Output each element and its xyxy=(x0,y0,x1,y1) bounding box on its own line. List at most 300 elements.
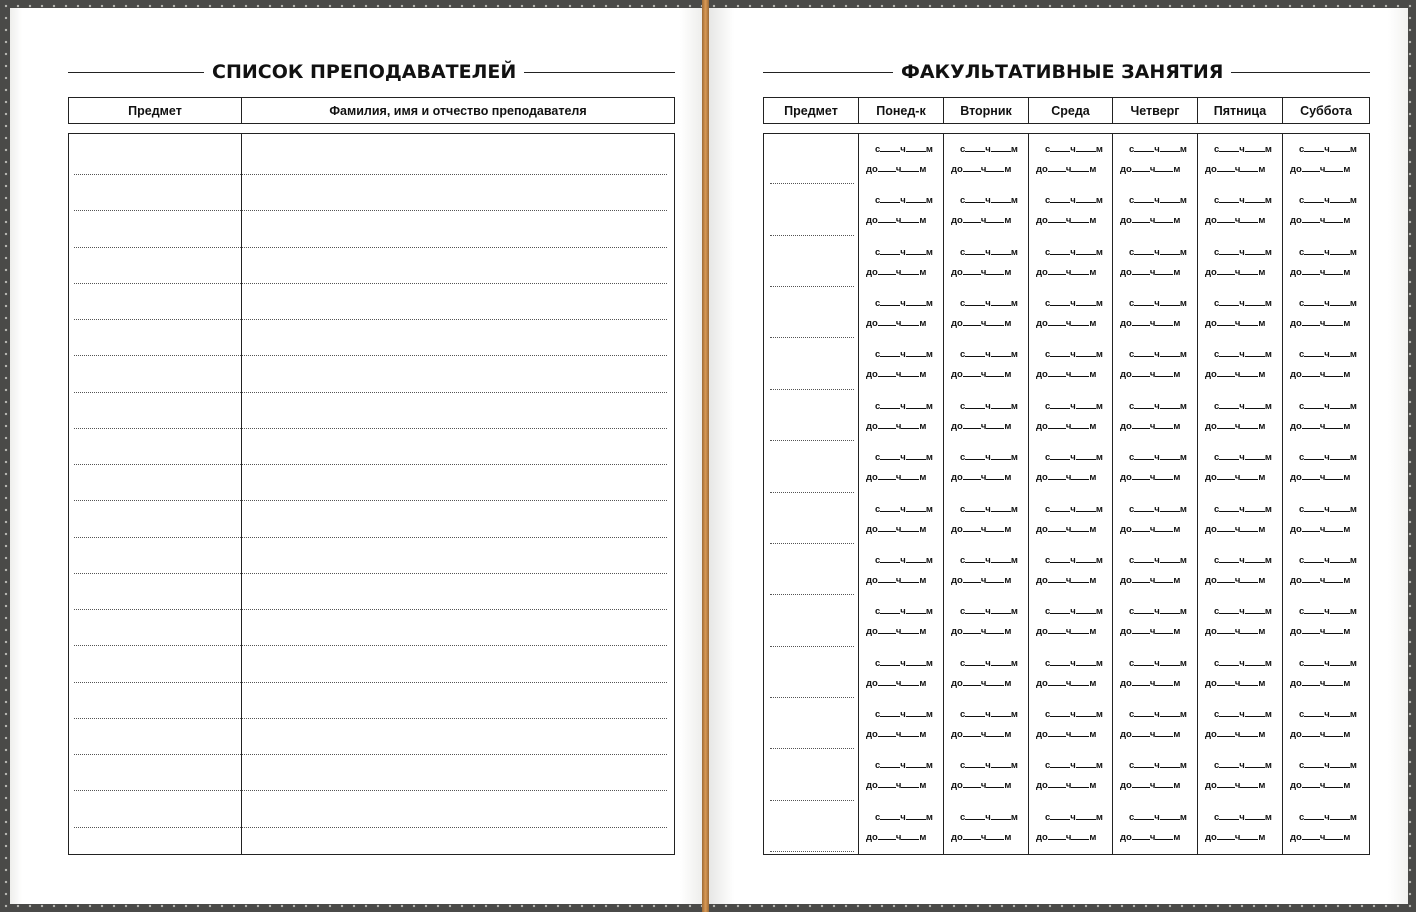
hours-label: ч xyxy=(1154,503,1160,515)
time-from-slot[interactable] xyxy=(875,605,933,617)
time-from-slot[interactable] xyxy=(1129,708,1187,720)
writing-line[interactable] xyxy=(74,247,667,248)
time-to-slot[interactable] xyxy=(1205,163,1265,175)
hours-label: ч xyxy=(895,831,902,843)
time-to-slot[interactable] xyxy=(1120,471,1180,483)
time-from-slot[interactable] xyxy=(960,657,1018,669)
from-label: с xyxy=(1129,195,1135,207)
hours-label: ч xyxy=(980,626,987,638)
time-to-slot[interactable] xyxy=(1120,523,1180,535)
writing-line[interactable] xyxy=(74,682,667,683)
minutes-label: м xyxy=(1179,554,1187,566)
writing-line[interactable] xyxy=(74,355,667,356)
from-label: с xyxy=(1214,298,1220,310)
minutes-label: м xyxy=(1349,349,1357,361)
time-to-slot[interactable] xyxy=(1290,163,1350,175)
subject-line[interactable] xyxy=(770,800,854,801)
to-label: до xyxy=(1290,420,1302,432)
time-from-slot[interactable] xyxy=(1129,400,1187,412)
time-to-slot[interactable] xyxy=(951,420,1011,432)
subject-line[interactable] xyxy=(770,389,854,390)
time-from-slot[interactable] xyxy=(1129,503,1187,515)
time-to-slot[interactable] xyxy=(1205,728,1265,740)
time-to-slot[interactable] xyxy=(1290,523,1350,535)
to-label: до xyxy=(1036,266,1048,278)
time-to-slot[interactable] xyxy=(1036,317,1096,329)
time-from-slot[interactable] xyxy=(1299,759,1357,771)
writing-line[interactable] xyxy=(74,718,667,719)
time-from-slot[interactable] xyxy=(1129,554,1187,566)
time-to-slot[interactable] xyxy=(1205,317,1265,329)
minutes-label: м xyxy=(925,657,933,669)
time-from-slot[interactable] xyxy=(1214,451,1272,463)
hours-label: ч xyxy=(895,369,902,381)
column-header-friday: Пятница xyxy=(1198,98,1283,123)
time-to-slot[interactable] xyxy=(1290,677,1350,689)
minutes-label: м xyxy=(1004,626,1012,638)
time-to-slot[interactable] xyxy=(1036,831,1096,843)
writing-line[interactable] xyxy=(74,500,667,501)
time-from-slot[interactable] xyxy=(1299,143,1357,155)
column-header-teacher-name: Фамилия, имя и отчество преподавателя xyxy=(329,103,587,118)
hours-label: ч xyxy=(1065,626,1072,638)
from-label: с xyxy=(1299,400,1305,412)
time-from-slot[interactable] xyxy=(960,708,1018,720)
time-to-slot[interactable] xyxy=(1290,368,1350,380)
to-label: до xyxy=(1205,626,1217,638)
minutes-label: м xyxy=(1173,164,1181,175)
time-to-slot[interactable] xyxy=(1036,779,1096,791)
time-from-slot[interactable] xyxy=(875,194,933,206)
hours-label: ч xyxy=(1319,420,1326,432)
time-to-slot[interactable] xyxy=(866,317,926,329)
time-from-slot[interactable] xyxy=(1214,503,1272,515)
minutes-label: м xyxy=(919,780,927,792)
minutes-label: м xyxy=(1173,472,1181,484)
time-from-slot[interactable] xyxy=(875,657,933,669)
time-to-slot[interactable] xyxy=(866,471,926,483)
writing-line[interactable] xyxy=(74,210,667,211)
time-to-slot[interactable] xyxy=(951,317,1011,329)
time-from-slot[interactable] xyxy=(960,503,1018,515)
subject-line[interactable] xyxy=(770,440,854,441)
hours-label: ч xyxy=(1065,728,1072,740)
hours-label: ч xyxy=(1070,452,1076,464)
time-from-slot[interactable] xyxy=(960,451,1018,463)
minutes-label: м xyxy=(1343,164,1351,175)
time-to-slot[interactable] xyxy=(1205,831,1265,843)
writing-line[interactable] xyxy=(74,319,667,320)
time-from-slot[interactable] xyxy=(960,194,1018,206)
time-to-slot[interactable] xyxy=(1036,523,1096,535)
time-from-slot[interactable] xyxy=(875,143,933,155)
time-from-slot[interactable] xyxy=(1214,194,1272,206)
time-from-slot[interactable] xyxy=(875,348,933,360)
time-to-slot[interactable] xyxy=(951,523,1011,535)
hours-label: ч xyxy=(985,503,991,515)
hours-label: ч xyxy=(895,318,902,330)
time-from-slot[interactable] xyxy=(875,297,933,309)
to-label: до xyxy=(866,420,878,432)
from-label: с xyxy=(1299,708,1305,720)
hours-label: ч xyxy=(1065,369,1072,381)
time-from-slot[interactable] xyxy=(875,451,933,463)
time-from-slot[interactable] xyxy=(1299,657,1357,669)
from-label: с xyxy=(875,452,881,464)
time-to-slot[interactable] xyxy=(1205,214,1265,226)
time-from-slot[interactable] xyxy=(1129,194,1187,206)
to-label: до xyxy=(951,728,963,740)
time-to-slot[interactable] xyxy=(1120,728,1180,740)
time-to-slot[interactable] xyxy=(951,471,1011,483)
writing-line[interactable] xyxy=(74,392,667,393)
time-to-slot[interactable] xyxy=(951,728,1011,740)
minutes-label: м xyxy=(919,523,927,535)
time-from-slot[interactable] xyxy=(1299,503,1357,515)
time-from-slot[interactable] xyxy=(1129,759,1187,771)
time-to-slot[interactable] xyxy=(1290,471,1350,483)
time-to-slot[interactable] xyxy=(1036,368,1096,380)
time-from-slot[interactable] xyxy=(1045,708,1103,720)
to-label: до xyxy=(866,164,878,175)
minutes-label: м xyxy=(1343,420,1351,432)
time-from-slot[interactable] xyxy=(1299,246,1357,258)
minutes-label: м xyxy=(1179,811,1187,823)
time-from-slot[interactable] xyxy=(1045,297,1103,309)
time-to-slot[interactable] xyxy=(1036,677,1096,689)
time-from-slot[interactable] xyxy=(1045,400,1103,412)
time-to-slot[interactable] xyxy=(1290,574,1350,586)
time-from-slot[interactable] xyxy=(1299,451,1357,463)
minutes-label: м xyxy=(1264,606,1272,618)
time-to-slot[interactable] xyxy=(1205,420,1265,432)
time-to-slot[interactable] xyxy=(866,368,926,380)
time-from-slot[interactable] xyxy=(875,400,933,412)
time-from-slot[interactable] xyxy=(1045,657,1103,669)
time-from-slot[interactable] xyxy=(1214,246,1272,258)
hours-label: ч xyxy=(980,215,987,227)
minutes-label: м xyxy=(1010,349,1018,361)
time-from-slot[interactable] xyxy=(1299,605,1357,617)
time-from-slot[interactable] xyxy=(1214,348,1272,360)
time-from-slot[interactable] xyxy=(1214,759,1272,771)
column-header-subject: Предмет xyxy=(764,98,859,123)
time-from-slot[interactable] xyxy=(875,811,933,823)
writing-line[interactable] xyxy=(74,283,667,284)
from-label: с xyxy=(875,400,881,412)
hours-label: ч xyxy=(985,606,991,618)
time-from-slot[interactable] xyxy=(1129,605,1187,617)
writing-line[interactable] xyxy=(74,754,667,755)
hours-label: ч xyxy=(1234,472,1241,484)
time-from-slot[interactable] xyxy=(1299,348,1357,360)
hours-label: ч xyxy=(1070,400,1076,412)
hours-label: ч xyxy=(1154,246,1160,258)
minutes-label: м xyxy=(1258,523,1266,535)
time-to-slot[interactable] xyxy=(1205,471,1265,483)
time-to-slot[interactable] xyxy=(866,574,926,586)
minutes-label: м xyxy=(1258,369,1266,381)
minutes-label: м xyxy=(1173,780,1181,792)
time-from-slot[interactable] xyxy=(1214,708,1272,720)
time-from-slot[interactable] xyxy=(875,246,933,258)
time-from-slot[interactable] xyxy=(1045,194,1103,206)
minutes-label: м xyxy=(1179,400,1187,412)
time-from-slot[interactable] xyxy=(1045,811,1103,823)
minutes-label: м xyxy=(925,349,933,361)
hours-label: ч xyxy=(1070,554,1076,566)
time-to-slot[interactable] xyxy=(1290,214,1350,226)
time-from-slot[interactable] xyxy=(960,605,1018,617)
subject-line[interactable] xyxy=(770,492,854,493)
hours-label: ч xyxy=(1070,606,1076,618)
hours-label: ч xyxy=(1239,349,1245,361)
time-from-slot[interactable] xyxy=(1299,297,1357,309)
time-from-slot[interactable] xyxy=(1214,297,1272,309)
time-to-slot[interactable] xyxy=(951,779,1011,791)
time-to-slot[interactable] xyxy=(1205,523,1265,535)
time-from-slot[interactable] xyxy=(1129,246,1187,258)
time-from-slot[interactable] xyxy=(1045,143,1103,155)
from-label: с xyxy=(1129,554,1135,566)
to-label: до xyxy=(1120,318,1132,330)
time-to-slot[interactable] xyxy=(866,266,926,278)
minutes-label: м xyxy=(1264,246,1272,258)
hours-label: ч xyxy=(980,318,987,330)
writing-line[interactable] xyxy=(74,537,667,538)
time-from-slot[interactable] xyxy=(1045,348,1103,360)
time-from-slot[interactable] xyxy=(1045,246,1103,258)
minutes-label: м xyxy=(919,420,927,432)
time-from-slot[interactable] xyxy=(1045,451,1103,463)
time-from-slot[interactable] xyxy=(1214,554,1272,566)
time-from-slot[interactable] xyxy=(1214,605,1272,617)
time-from-slot[interactable] xyxy=(1129,811,1187,823)
time-to-slot[interactable] xyxy=(866,523,926,535)
hours-label: ч xyxy=(1065,318,1072,330)
hours-label: ч xyxy=(985,298,991,310)
subject-line[interactable] xyxy=(770,235,854,236)
time-to-slot[interactable] xyxy=(1205,368,1265,380)
time-from-slot[interactable] xyxy=(1129,348,1187,360)
writing-line[interactable] xyxy=(74,790,667,791)
time-to-slot[interactable] xyxy=(1120,266,1180,278)
time-to-slot[interactable] xyxy=(1290,728,1350,740)
writing-line[interactable] xyxy=(74,645,667,646)
time-to-slot[interactable] xyxy=(1036,214,1096,226)
time-from-slot[interactable] xyxy=(1299,194,1357,206)
time-to-slot[interactable] xyxy=(1036,728,1096,740)
from-label: с xyxy=(1299,349,1305,361)
minutes-label: м xyxy=(1089,369,1097,381)
time-to-slot[interactable] xyxy=(1036,471,1096,483)
time-to-slot[interactable] xyxy=(1205,779,1265,791)
minutes-label: м xyxy=(919,164,927,175)
to-label: до xyxy=(1205,369,1217,381)
minutes-label: м xyxy=(1095,400,1103,412)
minutes-label: м xyxy=(1343,266,1351,278)
minutes-label: м xyxy=(1010,400,1018,412)
time-to-slot[interactable] xyxy=(1036,625,1096,637)
subject-line[interactable] xyxy=(770,851,854,852)
time-to-slot[interactable] xyxy=(1120,368,1180,380)
minutes-label: м xyxy=(1179,760,1187,772)
time-from-slot[interactable] xyxy=(875,503,933,515)
time-from-slot[interactable] xyxy=(1299,554,1357,566)
writing-line[interactable] xyxy=(74,428,667,429)
time-to-slot[interactable] xyxy=(1036,420,1096,432)
time-from-slot[interactable] xyxy=(960,297,1018,309)
time-to-slot[interactable] xyxy=(866,214,926,226)
time-to-slot[interactable] xyxy=(1290,317,1350,329)
subject-line[interactable] xyxy=(770,183,854,184)
hours-label: ч xyxy=(1149,215,1156,227)
hours-label: ч xyxy=(900,554,906,566)
hours-label: ч xyxy=(1324,400,1330,412)
time-to-slot[interactable] xyxy=(951,214,1011,226)
time-from-slot[interactable] xyxy=(875,554,933,566)
time-to-slot[interactable] xyxy=(1290,266,1350,278)
time-from-slot[interactable] xyxy=(1129,143,1187,155)
from-label: с xyxy=(1214,452,1220,464)
minutes-label: м xyxy=(1343,728,1351,740)
time-to-slot[interactable] xyxy=(1036,266,1096,278)
time-to-slot[interactable] xyxy=(951,625,1011,637)
time-to-slot[interactable] xyxy=(1120,677,1180,689)
time-to-slot[interactable] xyxy=(1120,574,1180,586)
time-to-slot[interactable] xyxy=(866,677,926,689)
time-from-slot[interactable] xyxy=(1045,503,1103,515)
time-to-slot[interactable] xyxy=(866,779,926,791)
time-from-slot[interactable] xyxy=(1299,400,1357,412)
time-from-slot[interactable] xyxy=(1129,451,1187,463)
hours-label: ч xyxy=(1319,472,1326,484)
subject-line[interactable] xyxy=(770,697,854,698)
from-label: с xyxy=(960,195,966,207)
time-to-slot[interactable] xyxy=(866,625,926,637)
time-from-slot[interactable] xyxy=(960,811,1018,823)
to-label: до xyxy=(866,626,878,638)
minutes-label: м xyxy=(1004,831,1012,843)
hours-label: ч xyxy=(1324,708,1330,720)
writing-line[interactable] xyxy=(74,609,667,610)
time-to-slot[interactable] xyxy=(1120,317,1180,329)
time-to-slot[interactable] xyxy=(866,831,926,843)
time-from-slot[interactable] xyxy=(1214,657,1272,669)
minutes-label: м xyxy=(919,472,927,484)
subject-line[interactable] xyxy=(770,594,854,595)
writing-line[interactable] xyxy=(74,464,667,465)
minutes-label: м xyxy=(1095,657,1103,669)
time-from-slot[interactable] xyxy=(960,246,1018,258)
time-from-slot[interactable] xyxy=(1299,708,1357,720)
time-from-slot[interactable] xyxy=(960,348,1018,360)
time-to-slot[interactable] xyxy=(866,163,926,175)
hours-label: ч xyxy=(1154,298,1160,310)
subject-line[interactable] xyxy=(770,748,854,749)
time-from-slot[interactable] xyxy=(1214,400,1272,412)
minutes-label: м xyxy=(1179,606,1187,618)
subject-line[interactable] xyxy=(770,286,854,287)
time-from-slot[interactable] xyxy=(1129,297,1187,309)
time-from-slot[interactable] xyxy=(960,759,1018,771)
time-to-slot[interactable] xyxy=(1120,625,1180,637)
time-to-slot[interactable] xyxy=(866,420,926,432)
time-to-slot[interactable] xyxy=(1120,779,1180,791)
writing-line[interactable] xyxy=(74,827,667,828)
time-to-slot[interactable] xyxy=(1205,677,1265,689)
time-to-slot[interactable] xyxy=(1120,831,1180,843)
from-label: с xyxy=(1045,452,1051,464)
time-to-slot[interactable] xyxy=(1120,420,1180,432)
time-to-slot[interactable] xyxy=(951,163,1011,175)
minutes-label: м xyxy=(925,144,933,155)
hours-label: ч xyxy=(1154,811,1160,823)
hours-label: ч xyxy=(895,215,902,227)
time-from-slot[interactable] xyxy=(1299,811,1357,823)
to-label: до xyxy=(1290,215,1302,227)
time-from-slot[interactable] xyxy=(1129,657,1187,669)
subject-line[interactable] xyxy=(770,646,854,647)
hours-label: ч xyxy=(900,657,906,669)
to-label: до xyxy=(1120,780,1132,792)
time-to-slot[interactable] xyxy=(1290,779,1350,791)
to-label: до xyxy=(1036,318,1048,330)
time-to-slot[interactable] xyxy=(1205,266,1265,278)
time-from-slot[interactable] xyxy=(1045,554,1103,566)
time-from-slot[interactable] xyxy=(960,554,1018,566)
to-label: до xyxy=(1120,626,1132,638)
time-from-slot[interactable] xyxy=(960,400,1018,412)
minutes-label: м xyxy=(1349,606,1357,618)
writing-line[interactable] xyxy=(74,174,667,175)
time-to-slot[interactable] xyxy=(1120,163,1180,175)
from-label: с xyxy=(1214,400,1220,412)
time-to-slot[interactable] xyxy=(1290,831,1350,843)
to-label: до xyxy=(1120,472,1132,484)
from-label: с xyxy=(1214,811,1220,823)
time-to-slot[interactable] xyxy=(951,574,1011,586)
time-to-slot[interactable] xyxy=(951,266,1011,278)
time-to-slot[interactable] xyxy=(1205,625,1265,637)
time-to-slot[interactable] xyxy=(951,677,1011,689)
time-to-slot[interactable] xyxy=(951,831,1011,843)
to-label: до xyxy=(1120,728,1132,740)
from-label: с xyxy=(1045,708,1051,720)
writing-line[interactable] xyxy=(74,573,667,574)
time-to-slot[interactable] xyxy=(1036,163,1096,175)
minutes-label: м xyxy=(1004,318,1012,330)
time-to-slot[interactable] xyxy=(866,728,926,740)
subject-line[interactable] xyxy=(770,337,854,338)
time-to-slot[interactable] xyxy=(951,368,1011,380)
time-from-slot[interactable] xyxy=(960,143,1018,155)
subject-line[interactable] xyxy=(770,543,854,544)
from-label: с xyxy=(1214,657,1220,669)
time-to-slot[interactable] xyxy=(1205,574,1265,586)
time-to-slot[interactable] xyxy=(1120,214,1180,226)
time-from-slot[interactable] xyxy=(1214,143,1272,155)
time-from-slot[interactable] xyxy=(875,708,933,720)
time-to-slot[interactable] xyxy=(1290,420,1350,432)
time-from-slot[interactable] xyxy=(875,759,933,771)
teachers-table-divider xyxy=(241,134,242,854)
time-to-slot[interactable] xyxy=(1036,574,1096,586)
time-from-slot[interactable] xyxy=(1045,759,1103,771)
time-from-slot[interactable] xyxy=(1214,811,1272,823)
time-from-slot[interactable] xyxy=(1045,605,1103,617)
time-to-slot[interactable] xyxy=(1290,625,1350,637)
